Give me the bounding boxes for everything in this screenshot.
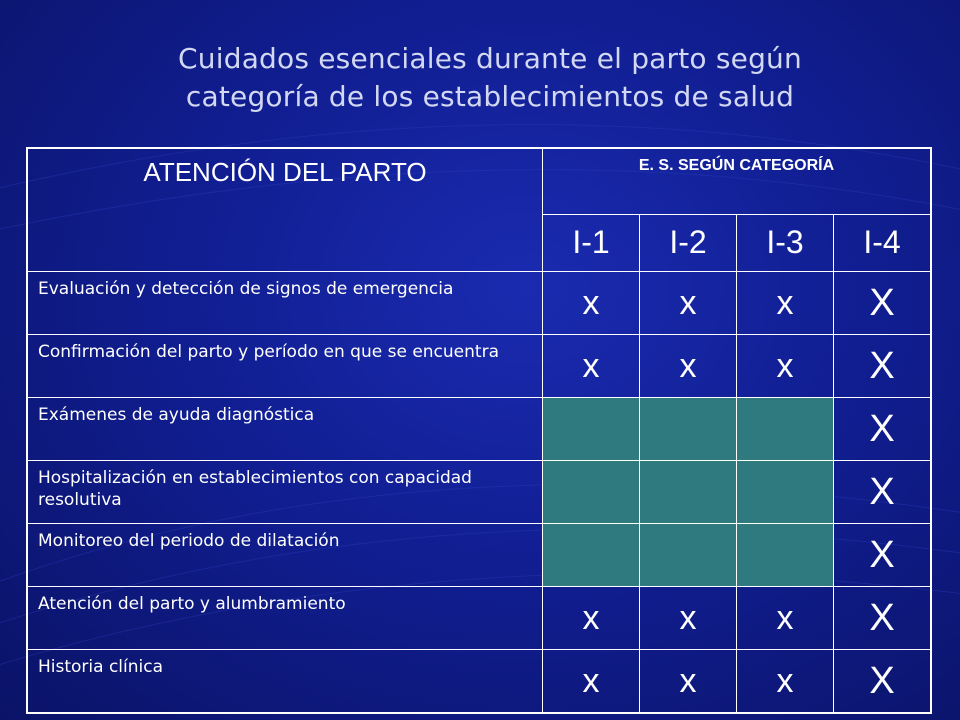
shaded-cell [737, 461, 834, 524]
mark-cell: X [834, 524, 932, 587]
title-line-1: Cuidados esenciales durante el parto según [178, 42, 802, 75]
shaded-cell [543, 524, 640, 587]
row-label: Evaluación y detección de signos de emergencia [27, 272, 543, 335]
mark-cell: x [640, 272, 737, 335]
table-row [27, 524, 931, 587]
mark-cell: x [640, 335, 737, 398]
shaded-cell [737, 524, 834, 587]
slide-title [0, 40, 960, 116]
shaded-cell [640, 461, 737, 524]
row-label: Monitoreo del periodo de dilatación [27, 524, 543, 587]
mark-cell: x [640, 587, 737, 650]
table-row [27, 587, 931, 650]
header-category: E. S. SEGÚN CATEGORÍA [543, 148, 932, 214]
table-row [27, 398, 931, 461]
mark-cell: x [737, 650, 834, 714]
header-attention: ATENCIÓN DEL PARTO [27, 148, 543, 272]
mark-cell: X [834, 461, 932, 524]
mark-cell: x [737, 335, 834, 398]
header-row [27, 148, 931, 214]
level-header: I-3 [737, 214, 834, 271]
mark-cell: x [543, 335, 640, 398]
shaded-cell [543, 461, 640, 524]
title-line-2: categoría de los establecimientos de salud [185, 80, 795, 113]
shaded-cell [640, 524, 737, 587]
row-label: Historia clínica [27, 650, 543, 714]
mark-cell: x [737, 587, 834, 650]
mark-cell: x [737, 272, 834, 335]
mark-cell: X [834, 650, 932, 714]
mark-cell: x [543, 272, 640, 335]
shaded-cell [543, 398, 640, 461]
mark-cell: x [543, 587, 640, 650]
mark-cell: x [543, 650, 640, 714]
table-body [27, 272, 931, 714]
row-label: Atención del parto y alumbramiento [27, 587, 543, 650]
mark-cell: X [834, 335, 932, 398]
level-header: I-4 [834, 214, 932, 271]
table-row [27, 650, 931, 714]
table-row [27, 272, 931, 335]
row-label: Hospitalización en establecimientos con capacidad resolutiva [27, 461, 543, 524]
level-header: I-2 [640, 214, 737, 271]
mark-cell: X [834, 587, 932, 650]
table-row [27, 461, 931, 524]
row-label: Confirmación del parto y período en que se encuentra [27, 335, 543, 398]
shaded-cell [640, 398, 737, 461]
mark-cell: x [640, 650, 737, 714]
mark-cell: X [834, 272, 932, 335]
level-header: I-1 [543, 214, 640, 271]
shaded-cell [737, 398, 834, 461]
mark-cell: X [834, 398, 932, 461]
care-table [26, 147, 932, 714]
table-row [27, 335, 931, 398]
row-label: Exámenes de ayuda diagnóstica [27, 398, 543, 461]
